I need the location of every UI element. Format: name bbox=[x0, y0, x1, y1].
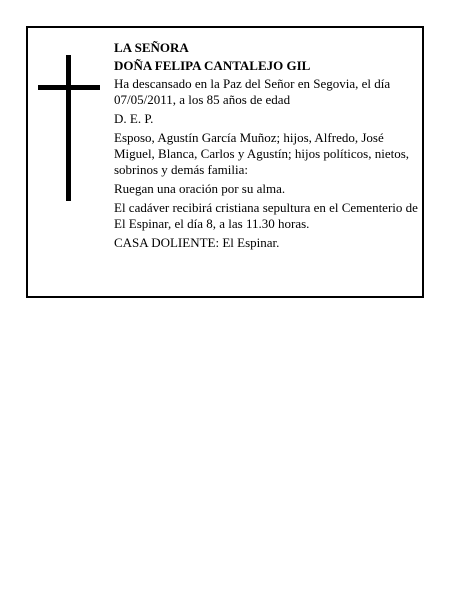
notice-title: LA SEÑORA bbox=[114, 40, 189, 55]
death-statement: Ha descansado en la Paz del Señor en Segovia, el día 07/05/2011, a los 85 años de edad bbox=[114, 76, 391, 107]
notice-text bbox=[114, 40, 420, 254]
burial-info: El cadáver recibirá cristiana sepultura en el Cementerio de El Espinar, el día 8, a las 11.30 horas. bbox=[114, 200, 418, 231]
cross-horizontal-bar bbox=[38, 85, 100, 90]
prayer-request: Ruegan una oración por su alma. bbox=[114, 181, 286, 196]
mourning-house: CASA DOLIENTE: El Espinar. bbox=[114, 235, 280, 250]
deceased-name: DOÑA FELIPA CANTALEJO GIL bbox=[114, 58, 311, 73]
cross-vertical-bar bbox=[66, 55, 71, 201]
dep-line: D. E. P. bbox=[114, 111, 154, 126]
cross-icon bbox=[38, 55, 100, 201]
obituary-notice bbox=[26, 26, 424, 298]
family-list: Esposo, Agustín García Muñoz; hijos, Alfredo, José Miguel, Blanca, Carlos y Agustín; hijos políticos, nietos, sobrinos y demás familia: bbox=[114, 130, 410, 177]
